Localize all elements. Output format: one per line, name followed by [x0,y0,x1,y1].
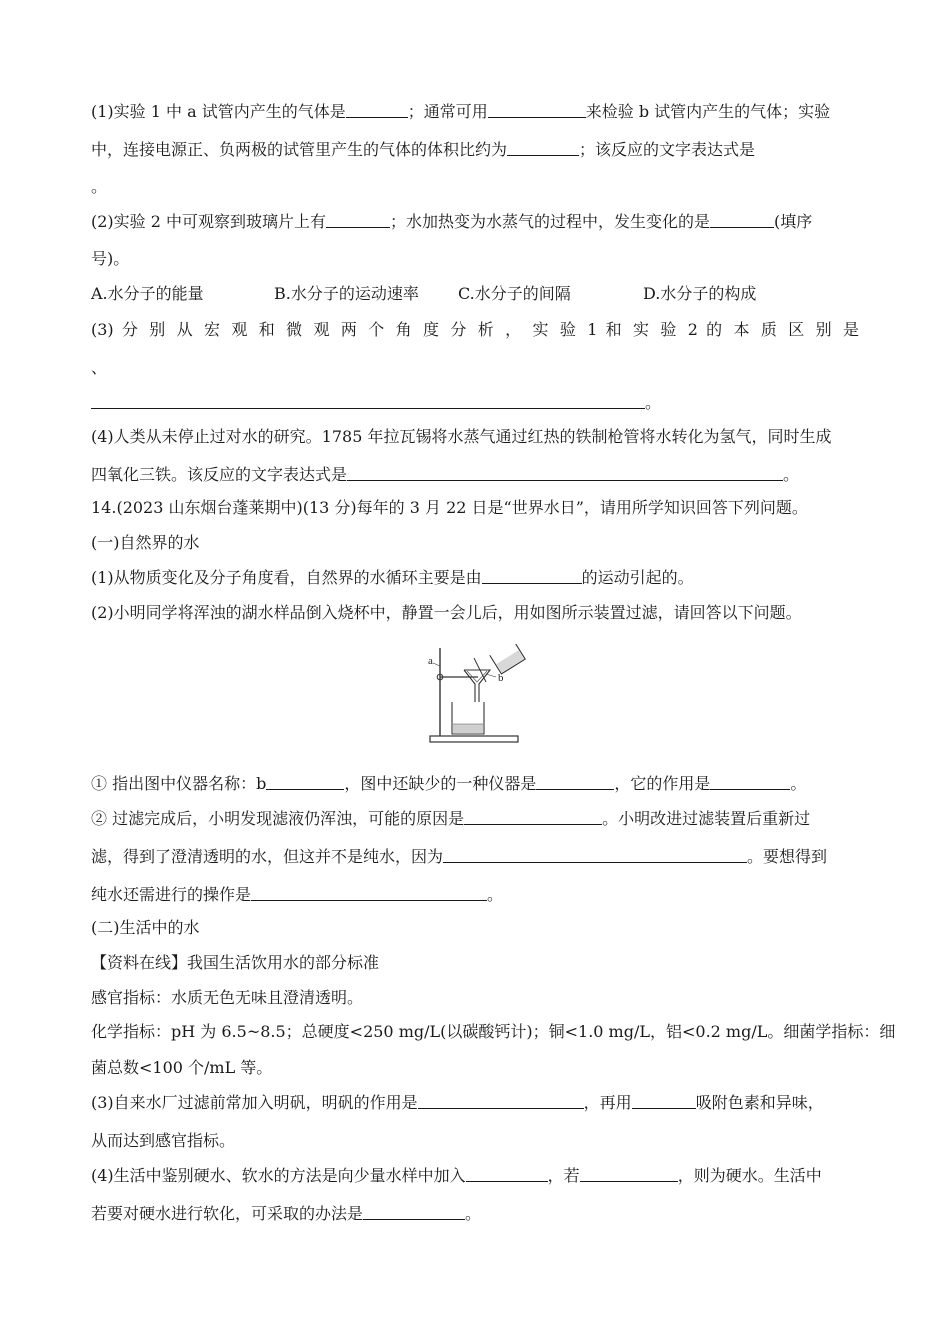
answer-blank[interactable] [482,568,582,584]
q14-sub4-line2 [91,1203,859,1225]
text: 。 [645,393,662,412]
q13-part2-line1 [91,211,859,233]
q13-part1-line3 [91,176,859,198]
q14-sub2-item2-line3 [91,884,859,906]
text: 纯水还需进行的操作是 [91,885,252,904]
answer-blank[interactable] [464,809,602,825]
q14-sub2-item1 [91,773,859,795]
option-b[interactable]: B.水分子的运动速率 [274,284,419,303]
text: 菌总数<100 个/mL 等。 [91,1058,273,1077]
answer-blank[interactable] [251,885,487,901]
answer-blank[interactable] [507,140,579,156]
text: 的运动引起的。 [581,568,694,587]
text: (填序 [774,212,813,231]
text: ，再用 [583,1093,632,1112]
answer-blank[interactable] [536,774,614,790]
label-a-pointer [433,663,440,666]
q13-part3-line3 [91,392,859,414]
q14-sub2-item2-line1 [91,808,859,830]
filtrate [453,724,483,733]
text: 化学指标：pH 为 6.5~8.5；总硬度<250 mg/L(以碳酸钙计)；铜<1.0 mg/L，铝<0.2 mg/L。细菌学指标：细 [91,1022,896,1041]
text: 。小明改进过滤装置后重新过 [602,809,811,828]
text: 从而达到感官指标。 [91,1131,236,1150]
text: 感官指标：水质无色无味且澄清透明。 [91,988,364,1007]
answer-blank[interactable] [443,847,747,863]
q13-part1-line2 [91,139,859,161]
text: 吸附色素和异味， [695,1093,824,1112]
info-title [91,952,859,974]
option-d[interactable]: D.水分子的构成 [643,284,757,303]
answer-blank[interactable] [91,393,645,409]
text: 。 [487,885,504,904]
q14-sub1 [91,567,859,589]
label-b-pointer [486,674,496,677]
text: (1)从物质变化及分子角度看，自然界的水循环主要是由 [91,568,482,587]
text: ，若 [547,1166,580,1185]
answer-blank[interactable] [326,212,390,228]
text: 。 [91,177,108,196]
q14-sub3-line2 [91,1130,859,1152]
text: (4)人类从未停止过对水的研究。1785 年拉瓦锡将水蒸气通过红热的铁制枪管将水转化为氢气，同时生成 [91,427,832,446]
text: 、 [91,358,108,377]
section-heading: (二)生活中的水 [91,918,200,937]
answer-blank[interactable] [347,465,783,481]
q13-part1-line1 [91,101,859,123]
answer-blank[interactable] [632,1093,696,1109]
q14-section1 [91,532,859,554]
q14-sub3-line1 [91,1092,859,1114]
label-a: a [428,655,433,667]
text: ① 指出图中仪器名称：b [91,774,267,793]
text: ，则为硬水。生活中 [677,1166,822,1185]
q13-part4-line1 [91,426,859,448]
pouring-beaker [490,644,525,674]
text: 若要对硬水进行软化，可采取的办法是 [91,1204,364,1223]
info-chemical-line2 [91,1057,859,1079]
q14-sub2-item2-line2 [91,846,859,868]
funnel [464,670,490,702]
text: 。 [783,465,800,484]
text: 。 [465,1204,482,1223]
stand-base [430,736,518,742]
q14-sub4-line1 [91,1165,859,1187]
section-heading: (一)自然界的水 [91,533,200,552]
text: 来检验 b 试管内产生的气体；实验 [585,102,831,121]
answer-blank[interactable] [710,774,790,790]
info-chemical-line1 [91,1021,896,1043]
text: ；通常可用 [407,102,488,121]
answer-blank[interactable] [466,1166,548,1182]
answer-blank[interactable] [363,1204,465,1220]
answer-blank[interactable] [266,774,344,790]
text: (2)小明同学将浑浊的湖水样品倒入烧杯中，静置一会儿后，用如图所示装置过滤，请回答以下问题。 [91,603,802,622]
info-sensory [91,987,859,1009]
text: 。 [790,774,807,793]
text: ；水加热变为水蒸气的过程中，发生变化的是 [390,212,711,231]
text: ；该反应的文字表达式是 [579,140,756,159]
text: ，图中还缺少的一种仪器是 [344,774,537,793]
text: (3)自来水厂过滤前常加入明矾，明矾的作用是 [91,1093,418,1112]
option-c[interactable]: C.水分子的间隔 [458,284,571,303]
text: ，它的作用是 [614,774,711,793]
q14-title [91,497,859,519]
q14-section2 [91,917,859,939]
filtration-apparatus-figure [428,644,528,744]
text: 号)。 [91,249,130,268]
answer-blank[interactable] [488,102,586,118]
text: (1)实验 1 中 a 试管内产生的气体是 [91,102,346,121]
answer-blank[interactable] [346,102,408,118]
text: 14.(2023 山东烟台蓬莱期中)(13 分)每年的 3 月 22 日是“世界水日”，请用所学知识回答下列问题。 [91,498,808,517]
q13-part3-line2 [91,357,859,379]
answer-blank[interactable] [418,1093,584,1109]
answer-blank[interactable] [580,1166,678,1182]
q14-sub2 [91,602,859,624]
option-a[interactable]: A.水分子的能量 [91,284,204,303]
text: (2)实验 2 中可观察到玻璃片上有 [91,212,327,231]
text: 【资料在线】我国生活饮用水的部分标准 [91,953,380,972]
q13-part3-line1 [91,319,859,341]
text: 。要想得到 [747,847,828,866]
q13-part2-line2 [91,248,859,270]
text: ② 过滤完成后，小明发现滤液仍浑浊，可能的原因是 [91,809,465,828]
text: 中，连接电源正、负两极的试管里产生的气体的体积比约为 [91,140,508,159]
q13-part4-line2 [91,464,859,486]
text: (3) 分 别 从 宏 观 和 微 观 两 个 角 度 分 析 ， 实 验 1 和 实 验 2 的 本 质 区 别 是 [91,320,859,339]
answer-blank[interactable] [710,212,774,228]
text: 四氧化三铁。该反应的文字表达式是 [91,465,348,484]
text: 滤，得到了澄清透明的水，但这并不是纯水，因为 [91,847,444,866]
text: (4)生活中鉴别硬水、软水的方法是向少量水样中加入 [91,1166,466,1185]
label-b: b [498,672,504,684]
